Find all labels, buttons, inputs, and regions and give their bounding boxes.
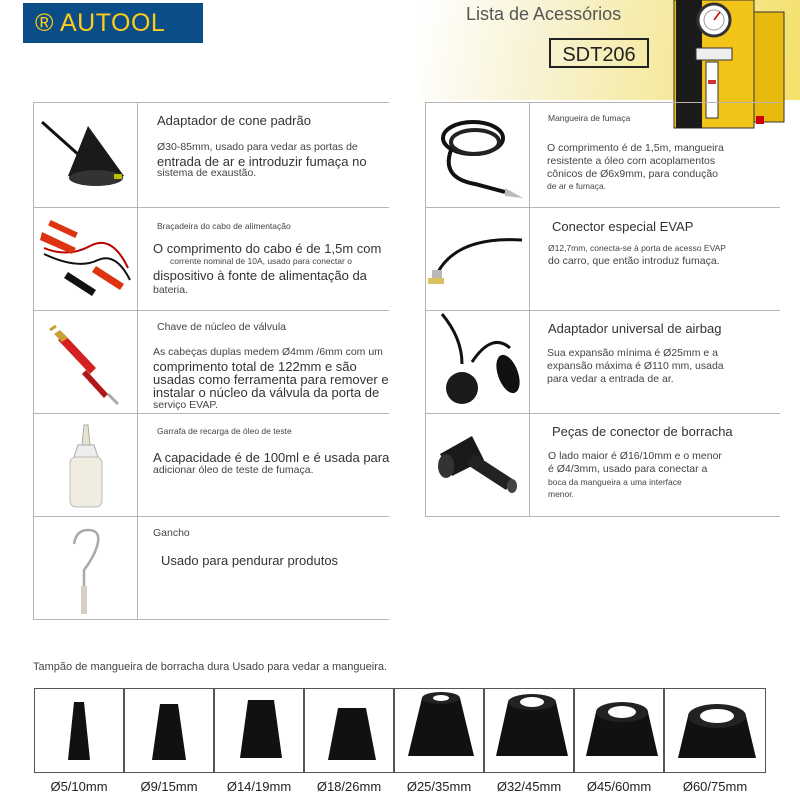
plug-label: Ø9/15mm [140,779,198,794]
plug-45-60-icon [584,698,660,764]
evap-connector-icon [428,230,524,286]
item-desc-line: O comprimento é de 1,5m, mangueira [547,142,724,154]
plug-18-26-icon [324,704,380,766]
airbag-adapter-icon [432,312,522,408]
item-desc-line: Ø30-85mm, usado para vedar as portas de [157,141,358,153]
divider [33,516,389,517]
item-desc-line: Sua expansão mínima é Ø25mm e a [547,347,719,359]
item-desc-line: serviço EVAP. [153,399,218,411]
item-desc-line: resistente a óleo com acoplamentos [547,155,716,167]
item-desc-line: A capacidade é de 100ml e é usada para [153,450,390,465]
divider [33,619,389,620]
item-desc-line: Ø12,7mm, conecta-se à porta de acesso EVAP [548,243,726,253]
divider [425,102,426,516]
item-desc-line: Usado para pendurar produtos [161,553,339,568]
item-desc-line: sistema de exaustão. [157,167,257,179]
item-title: Gancho [153,527,190,539]
item-desc-line: menor. [548,489,574,499]
battery-clamp-icon [38,218,134,302]
item-desc-line: instalar o núcleo da válvula da porta de [153,385,380,400]
plug-label: Ø18/26mm [316,779,382,794]
divider [425,310,780,311]
oil-bottle-icon [62,423,110,511]
item-title: Conector especial EVAP [552,219,694,234]
item-title: Adaptador de cone padrão [157,113,311,128]
divider [425,516,780,517]
valve-core-key-icon [46,320,126,406]
item-desc-line: expansão máxima é Ø110 mm, usada [547,360,724,372]
item-title: Adaptador universal de airbag [548,321,722,336]
page-title: Lista de Acessórios [466,4,622,24]
item-desc-line: bateria. [153,284,189,296]
item-desc-line: boca da mangueira a uma interface [548,477,682,487]
divider [137,102,138,619]
item-desc-line: cônicos de Ø6x9mm, para condução [547,168,719,180]
plug-32-45-icon [494,692,570,766]
divider [425,413,780,414]
item-desc-line: é Ø4/3mm, usado para conectar a [548,463,708,475]
hook-icon [66,526,110,616]
item-title: Chave de núcleo de válvula [157,321,287,333]
brand-name: ® AUTOOL [35,9,166,37]
divider [33,413,389,414]
item-desc-line: de ar e fumaça. [547,181,607,191]
plug-label: Ø60/75mm [682,779,748,794]
plug-9-15-icon [144,698,194,768]
item-title: Braçadeira do cabo de alimentação [157,221,291,231]
divider [33,310,389,311]
item-desc-line: adicionar óleo de teste de fumaça. [153,464,314,476]
plug-25-35-icon [404,690,478,764]
item-desc-line: para vedar a entrada de ar. [547,373,674,385]
rubber-connector-icon [434,428,520,502]
plug-5-10-icon [54,698,104,768]
plugs-section-title: Tampão de mangueira de borracha dura Usado para vedar a mangueira. [33,661,388,673]
model-badge: SDT206 [549,38,649,68]
item-title: Mangueira de fumaça [548,113,631,123]
item-title: Peças de conector de borracha [552,424,733,439]
smoke-hose-icon [431,108,525,202]
item-desc-line: O lado maior é Ø16/10mm e o menor [548,450,722,462]
smoke-machine-image [672,0,790,130]
item-desc-line: O comprimento do cabo é de 1,5m com [153,241,382,256]
item-desc-line: usadas como ferramenta para remover e [153,372,389,387]
plug-label: Ø45/60mm [586,779,652,794]
plug-label: Ø32/45mm [496,779,562,794]
brand-logo [23,3,203,43]
item-desc-line: comprimento total de 122mm e são [153,359,357,374]
plug-label: Ø25/35mm [406,779,472,794]
divider [33,207,389,208]
divider [33,102,34,619]
divider [529,102,530,516]
divider [425,207,780,208]
item-desc-line: do carro, que então introduz fumaça. [548,255,720,267]
divider [33,102,389,103]
cone-adapter-icon [38,116,130,192]
item-desc-line: entrada de ar e introduzir fumaça no [157,154,367,169]
item-desc-line: dispositivo à fonte de alimentação da [153,268,367,283]
plug-60-75-icon [676,698,758,766]
divider [425,102,780,103]
item-desc-line: As cabeças duplas medem Ø4mm /6mm com um [153,346,383,358]
plug-label: Ø5/10mm [50,779,108,794]
item-desc-line: corrente nominal de 10A, usado para conectar o [170,256,352,266]
item-title: Garrafa de recarga de óleo de teste [157,426,292,436]
plug-14-19-icon [234,694,288,766]
plug-label: Ø14/19mm [226,779,292,794]
